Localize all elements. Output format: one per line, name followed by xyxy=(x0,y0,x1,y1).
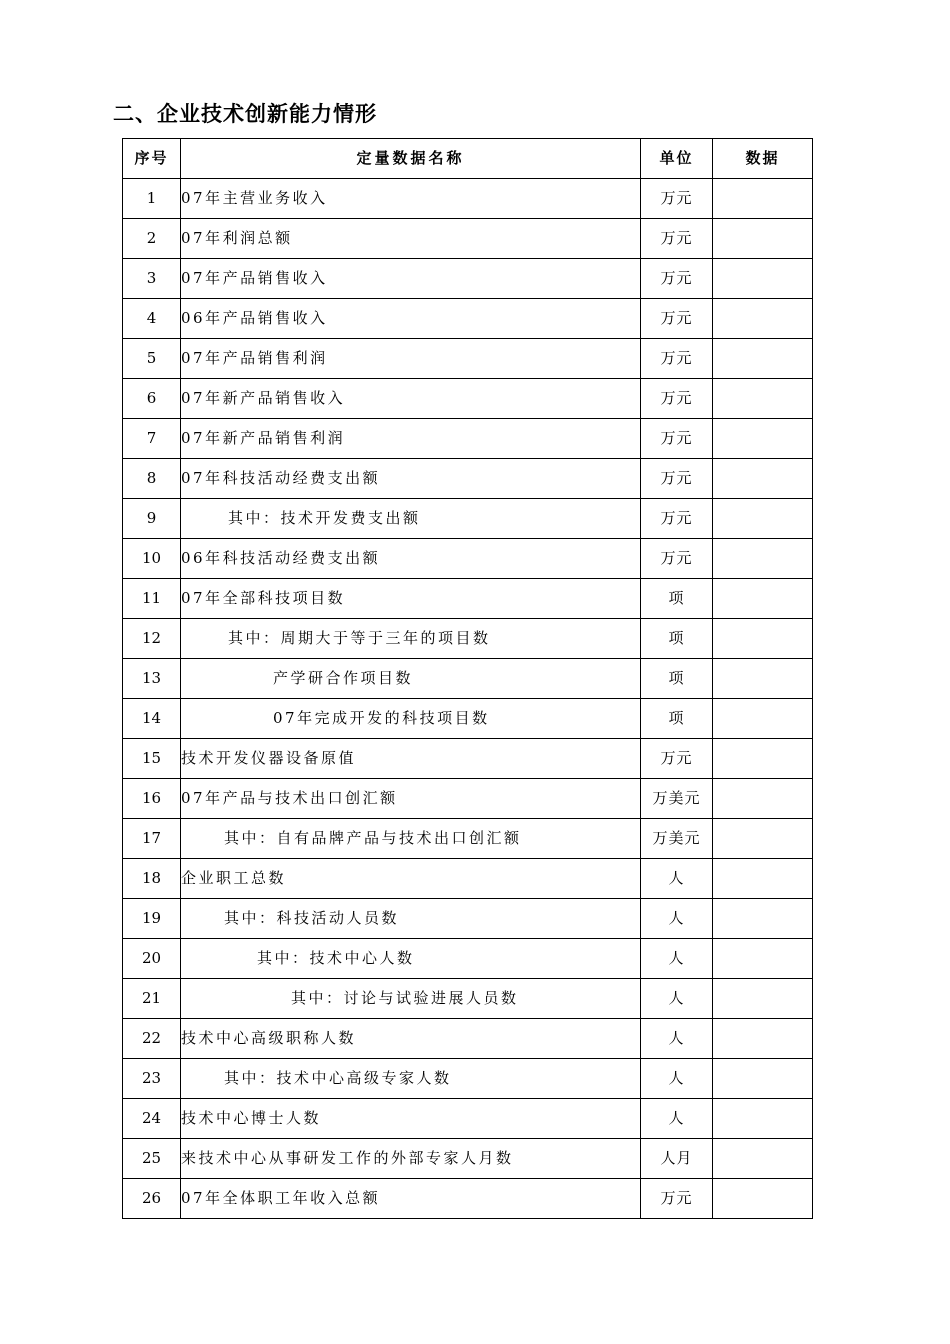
row-serial-number: 18 xyxy=(123,859,181,899)
row-unit: 人月 xyxy=(641,1139,713,1179)
row-serial-number: 17 xyxy=(123,819,181,859)
row-data-name: 07年新产品销售收入 xyxy=(181,379,641,419)
row-unit: 万元 xyxy=(641,419,713,459)
row-unit: 万元 xyxy=(641,459,713,499)
row-unit: 万元 xyxy=(641,339,713,379)
row-unit: 万元 xyxy=(641,499,713,539)
row-serial-number: 26 xyxy=(123,1179,181,1219)
innovation-capability-table xyxy=(122,138,813,1219)
row-unit: 万元 xyxy=(641,1179,713,1219)
table-row xyxy=(123,219,813,259)
row-data-cell[interactable] xyxy=(713,579,813,619)
row-serial-number: 2 xyxy=(123,219,181,259)
row-unit: 万元 xyxy=(641,219,713,259)
row-serial-number: 11 xyxy=(123,579,181,619)
row-data-name: 06年科技活动经费支出额 xyxy=(181,539,641,579)
row-unit: 万元 xyxy=(641,259,713,299)
header-data-name: 定量数据名称 xyxy=(181,139,641,179)
row-data-name: 07年产品销售利润 xyxy=(181,339,641,379)
row-data-cell[interactable] xyxy=(713,699,813,739)
row-data-name: 其中：周期大于等于三年的项目数 xyxy=(181,619,641,659)
row-unit: 万元 xyxy=(641,299,713,339)
row-serial-number: 21 xyxy=(123,979,181,1019)
row-unit: 人 xyxy=(641,899,713,939)
row-data-name: 07年产品销售收入 xyxy=(181,259,641,299)
row-serial-number: 4 xyxy=(123,299,181,339)
row-data-name: 07年利润总额 xyxy=(181,219,641,259)
row-unit: 万元 xyxy=(641,739,713,779)
table-row xyxy=(123,819,813,859)
row-data-name: 来技术中心从事研发工作的外部专家人月数 xyxy=(181,1139,641,1179)
row-data-cell[interactable] xyxy=(713,339,813,379)
row-data-cell[interactable] xyxy=(713,1059,813,1099)
row-data-cell[interactable] xyxy=(713,939,813,979)
row-data-cell[interactable] xyxy=(713,419,813,459)
header-unit: 单位 xyxy=(641,139,713,179)
row-unit: 人 xyxy=(641,859,713,899)
row-unit: 人 xyxy=(641,1059,713,1099)
table-row xyxy=(123,779,813,819)
row-unit: 人 xyxy=(641,1099,713,1139)
row-data-name: 其中：自有品牌产品与技术出口创汇额 xyxy=(181,819,641,859)
row-data-name: 07年主营业务收入 xyxy=(181,179,641,219)
row-unit: 万元 xyxy=(641,379,713,419)
row-unit: 项 xyxy=(641,579,713,619)
row-data-name: 其中：技术开发费支出额 xyxy=(181,499,641,539)
row-serial-number: 19 xyxy=(123,899,181,939)
table-row xyxy=(123,899,813,939)
table-row xyxy=(123,1019,813,1059)
row-serial-number: 13 xyxy=(123,659,181,699)
row-serial-number: 12 xyxy=(123,619,181,659)
table-row xyxy=(123,499,813,539)
row-unit: 项 xyxy=(641,619,713,659)
table-row xyxy=(123,1139,813,1179)
table-row xyxy=(123,699,813,739)
row-serial-number: 25 xyxy=(123,1139,181,1179)
row-data-cell[interactable] xyxy=(713,379,813,419)
row-data-name: 07年全体职工年收入总额 xyxy=(181,1179,641,1219)
row-serial-number: 10 xyxy=(123,539,181,579)
row-serial-number: 14 xyxy=(123,699,181,739)
row-data-name: 技术中心高级职称人数 xyxy=(181,1019,641,1059)
row-serial-number: 15 xyxy=(123,739,181,779)
row-data-cell[interactable] xyxy=(713,1179,813,1219)
row-data-cell[interactable] xyxy=(713,619,813,659)
table-row xyxy=(123,299,813,339)
row-data-cell[interactable] xyxy=(713,299,813,339)
row-serial-number: 7 xyxy=(123,419,181,459)
row-data-cell[interactable] xyxy=(713,659,813,699)
row-data-cell[interactable] xyxy=(713,499,813,539)
table-row xyxy=(123,539,813,579)
table-row xyxy=(123,579,813,619)
row-serial-number: 6 xyxy=(123,379,181,419)
row-data-name: 07年科技活动经费支出额 xyxy=(181,459,641,499)
table-row xyxy=(123,179,813,219)
table-body xyxy=(123,179,813,1219)
row-data-cell[interactable] xyxy=(713,979,813,1019)
row-unit: 人 xyxy=(641,979,713,1019)
table-row xyxy=(123,339,813,379)
row-serial-number: 20 xyxy=(123,939,181,979)
row-data-name: 06年产品销售收入 xyxy=(181,299,641,339)
row-serial-number: 1 xyxy=(123,179,181,219)
row-data-name: 技术开发仪器设备原值 xyxy=(181,739,641,779)
row-serial-number: 22 xyxy=(123,1019,181,1059)
row-data-name: 07年产品与技术出口创汇额 xyxy=(181,779,641,819)
row-serial-number: 3 xyxy=(123,259,181,299)
row-data-cell[interactable] xyxy=(713,539,813,579)
row-serial-number: 8 xyxy=(123,459,181,499)
row-data-cell[interactable] xyxy=(713,859,813,899)
row-data-name: 其中：讨论与试验进展人员数 xyxy=(181,979,641,1019)
section-heading: 二、企业技术创新能力情形 xyxy=(113,102,377,126)
row-data-cell[interactable] xyxy=(713,179,813,219)
row-data-name: 其中：技术中心人数 xyxy=(181,939,641,979)
table-row xyxy=(123,1099,813,1139)
row-data-cell[interactable] xyxy=(713,819,813,859)
row-data-cell[interactable] xyxy=(713,779,813,819)
row-data-name: 产学研合作项目数 xyxy=(181,659,641,699)
row-data-name: 其中：技术中心高级专家人数 xyxy=(181,1059,641,1099)
row-serial-number: 5 xyxy=(123,339,181,379)
table-row xyxy=(123,259,813,299)
row-serial-number: 24 xyxy=(123,1099,181,1139)
table-row xyxy=(123,859,813,899)
table-row xyxy=(123,739,813,779)
table-row xyxy=(123,1179,813,1219)
table-row xyxy=(123,659,813,699)
table-row xyxy=(123,379,813,419)
row-unit: 万元 xyxy=(641,179,713,219)
table-row xyxy=(123,619,813,659)
row-data-name: 技术中心博士人数 xyxy=(181,1099,641,1139)
row-data-cell[interactable] xyxy=(713,259,813,299)
header-data: 数据 xyxy=(713,139,813,179)
row-unit: 人 xyxy=(641,939,713,979)
table-row xyxy=(123,459,813,499)
row-serial-number: 16 xyxy=(123,779,181,819)
row-unit: 万美元 xyxy=(641,819,713,859)
row-data-name: 07年全部科技项目数 xyxy=(181,579,641,619)
row-data-name: 07年完成开发的科技项目数 xyxy=(181,699,641,739)
row-unit: 项 xyxy=(641,659,713,699)
table-row xyxy=(123,939,813,979)
row-data-cell[interactable] xyxy=(713,899,813,939)
row-serial-number: 23 xyxy=(123,1059,181,1099)
row-data-cell[interactable] xyxy=(713,219,813,259)
row-data-cell[interactable] xyxy=(713,1019,813,1059)
row-unit: 人 xyxy=(641,1019,713,1059)
row-unit: 项 xyxy=(641,699,713,739)
row-data-cell[interactable] xyxy=(713,1099,813,1139)
row-data-name: 企业职工总数 xyxy=(181,859,641,899)
table-row xyxy=(123,419,813,459)
row-data-name: 其中：科技活动人员数 xyxy=(181,899,641,939)
row-data-name: 07年新产品销售利润 xyxy=(181,419,641,459)
table-header-row xyxy=(123,139,813,179)
row-data-cell[interactable] xyxy=(713,459,813,499)
table-row xyxy=(123,1059,813,1099)
row-data-cell[interactable] xyxy=(713,1139,813,1179)
row-unit: 万元 xyxy=(641,539,713,579)
row-unit: 万美元 xyxy=(641,779,713,819)
table-row xyxy=(123,979,813,1019)
row-data-cell[interactable] xyxy=(713,739,813,779)
row-serial-number: 9 xyxy=(123,499,181,539)
header-serial-number: 序号 xyxy=(123,139,181,179)
